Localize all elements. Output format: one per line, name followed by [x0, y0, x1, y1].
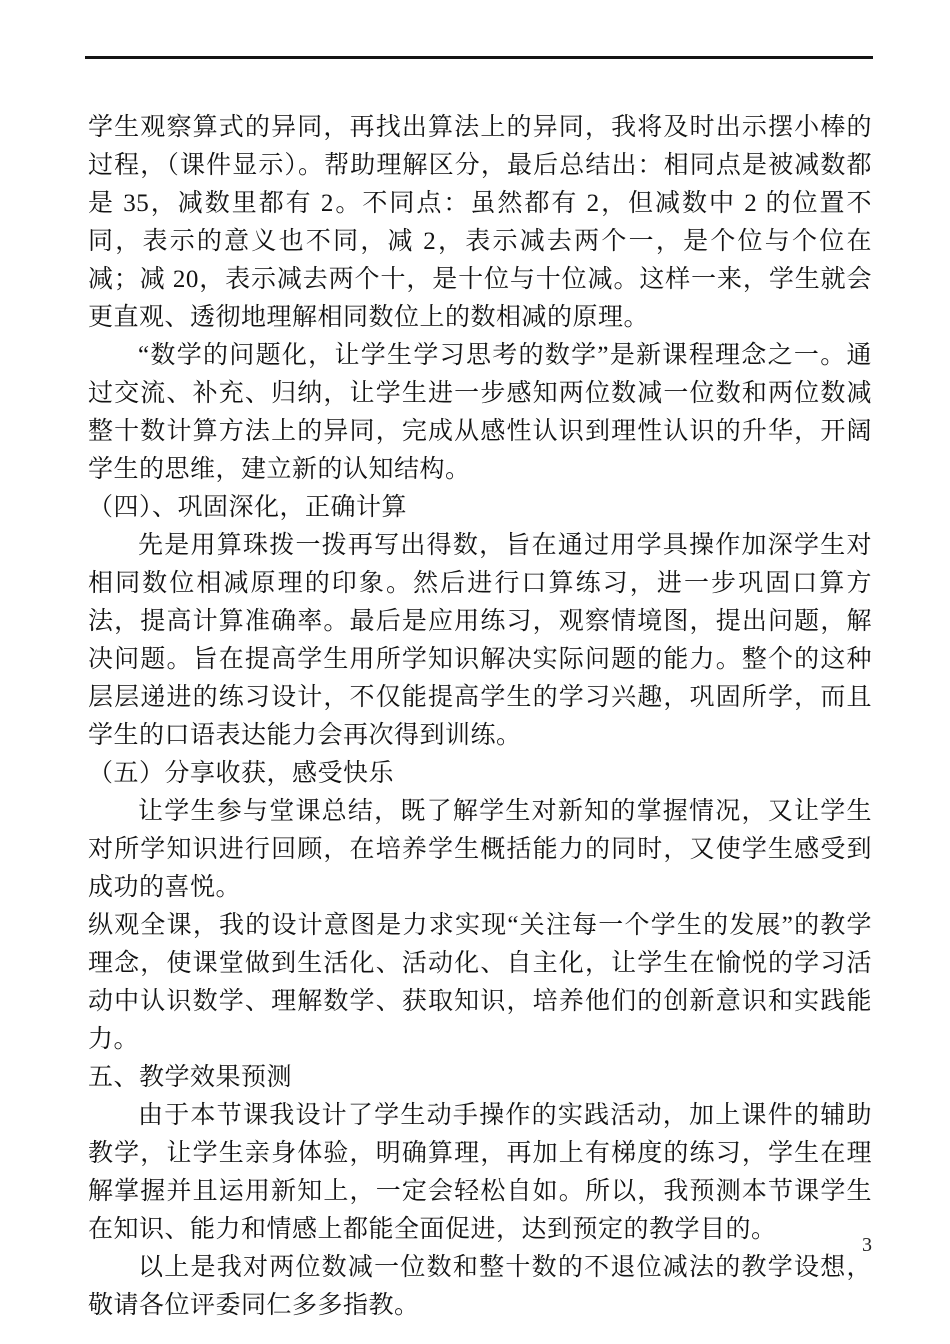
paragraph-new-concept: “数学的问题化，让学生学习思考的数学”是新课程理念之一。通过交流、补充、归纳，让学生进一步感知两位数减一位数和两位数减整十数计算方法上的异同，完成从感性认识到理性认识的升华，开阔学生的思维，建立新的认知结构。 [88, 342, 872, 483]
paragraph-closing-remarks: 以上是我对两位数减一位数和整十数的不退位减法的教学设想，敬请各位评委同仁多多指教。 [88, 1254, 872, 1319]
paragraph-practice-design: 先是用算珠拨一拨再写出得数，旨在通过用学具操作加深学生对相同数位相减原理的印象。然后进行口算练习，进一步巩固口算方法，提高计算准确率。最后是应用练习，观察情境图，提出问题，解决问题。旨在提高学生用所学知识解决实际问题的能力。整个的这种层层递进的练习设计，不仅能提高学生的学习兴趣，巩固所学，而且学生的口语表达能力会再次得到训练。 [88, 532, 872, 749]
page-footer [88, 1232, 872, 1258]
page-number: 3 [862, 1234, 872, 1256]
header-divider [85, 56, 873, 59]
paragraph-overall-design: 纵观全课，我的设计意图是力求实现“关注每一个学生的发展”的教学理念，使课堂做到生活化、活动化、自主化，让学生在愉悦的学习活动中认识数学、理解数学、获取知识，培养他们的创新意识和实践能力。 [88, 912, 872, 1053]
document-body [88, 109, 872, 1325]
section-heading-four: （四）、巩固深化，正确计算 [88, 494, 408, 521]
paragraph-continuation: 学生观察算式的异同，再找出算法上的异同，我将及时出示摆小棒的过程，（课件显示）。帮助理解区分，最后总结出：相同点是被减数都是 35，减数里都有 2。不同点：虽然都有 2，但减数中 2 的位置不同，表示的意义也不同，减 2，表示减去两个一，是个位与个位在减；减 20，表示减去两个十，是十位与十位减。这样一来，学生就会更直观、透彻地理解相同数位上的数相减的原理。 [88, 114, 872, 331]
paragraph-class-summary: 让学生参与堂课总结，既了解学生对新知的掌握情况，又让学生对所学知识进行回顾，在培养学生概括能力的同时，又使学生感受到成功的喜悦。 [88, 798, 872, 901]
section-heading-five: （五）分享收获，感受快乐 [88, 760, 395, 787]
section-heading-prediction: 五、教学效果预测 [88, 1064, 293, 1091]
paragraph-effect-prediction: 由于本节课我设计了学生动手操作的实践活动，加上课件的辅助教学，让学生亲身体验，明确算理，再加上有梯度的练习，学生在理解掌握并且运用新知上，一定会轻松自如。所以，我预测本节课学生在知识、能力和情感上都能全面促进，达到预定的教学目的。 [88, 1102, 872, 1243]
